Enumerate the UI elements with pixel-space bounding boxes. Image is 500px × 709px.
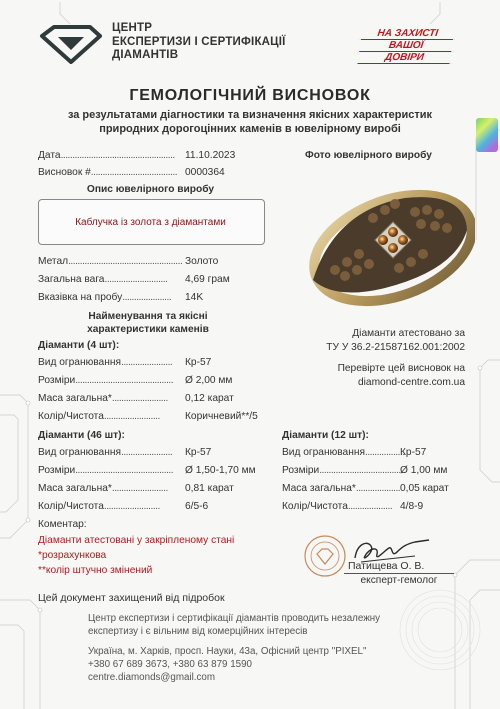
group1-size-value: Ø 2,00 мм: [185, 375, 233, 386]
number-row: Висновок #.....................................: [38, 167, 178, 178]
slogan-line1: НА ЗАХИСТІ: [361, 28, 455, 40]
group2-cut-label: Вид огранювання: [38, 447, 121, 458]
group1-color-value: Коричневий**/5: [185, 411, 258, 422]
group3-mass-label: Маса загальна*: [282, 483, 356, 494]
comment-line2: *розрахункова: [38, 550, 107, 561]
date-label: Дата: [38, 150, 61, 161]
metal-value: Золото: [185, 256, 219, 267]
group3-size-label: Розміри: [282, 465, 320, 476]
address: Україна, м. Харків, просп. Науки, 43а, Офісний центр "PIXEL": [88, 646, 367, 657]
phones: +380 67 689 3673, +380 63 879 1590: [88, 659, 252, 670]
group1-row: Маса загальна*........................: [38, 393, 168, 404]
group2-row: Вид огранювання......................: [38, 447, 173, 458]
slogan: [357, 28, 454, 64]
group1-mass-value: 0,12 карат: [185, 393, 234, 404]
group2-size-label: Розміри: [38, 465, 76, 476]
weight-value: 4,69 грам: [185, 274, 230, 285]
group2-color-label: Колір/Чистота: [38, 501, 104, 512]
metal-label: Метал: [38, 256, 69, 267]
weight-row: Загальна вага...........................: [38, 274, 168, 285]
number-label: Висновок #: [38, 167, 91, 178]
weight-label: Загальна вага: [38, 274, 105, 285]
group1-row: Розміри..........................................: [38, 375, 174, 386]
group2-row: Розміри..........................................: [38, 465, 174, 476]
group2-mass-label: Маса загальна*: [38, 483, 112, 494]
certified-line2: ТУ У 36.2-21587162.001:2002: [326, 342, 465, 353]
org-name-line2: ЕКСПЕРТИЗИ І СЕРТИФІКАЦІЇ: [112, 35, 286, 48]
group3-row: Маса загальна*...................: [282, 483, 401, 494]
group3-color-value: 4/8-9: [400, 501, 424, 512]
group1-cut-value: Кр-57: [185, 357, 212, 368]
number-value: 0000364: [185, 167, 225, 178]
group1-title: Діаманти (4 шт):: [38, 340, 120, 351]
verify-link[interactable]: diamond-centre.com.ua: [357, 377, 465, 388]
group3-row: Вид огранювання.................: [282, 447, 405, 458]
proba-label: Вказівка на пробу: [38, 292, 123, 303]
expert-name: Патищева О. В.: [348, 560, 425, 572]
group2-size-value: Ø 1,50-1,70 мм: [185, 465, 256, 476]
expert-role: експерт-гемолог: [344, 573, 454, 586]
subtitle-line2: природних дорогоцінних каменів в ювелірному виробі: [99, 123, 401, 135]
group3-color-label: Колір/Чистота: [282, 501, 348, 512]
group2-title: Діаманти (46 шт):: [38, 430, 125, 441]
comment-line1: Діаманти атестовані у закріпленому стані: [38, 535, 235, 546]
certified-line1: Діаманти атестовано за: [352, 328, 465, 339]
group2-row: Маса загальна*........................: [38, 483, 168, 494]
org-name-line3: ДІАМАНТІВ: [112, 49, 179, 61]
note-line2: експертизу і є вільним від комерційних інтересів: [88, 626, 308, 637]
stones-heading-line2: характеристики каменів: [87, 324, 209, 335]
group2-row: Колір/Чистота........................: [38, 501, 160, 512]
group1-cut-label: Вид огранювання: [38, 357, 121, 368]
stones-heading-line1: Найменування та якісні: [88, 311, 208, 322]
group3-cut-value: Кр-57: [400, 447, 427, 458]
group3-row: Колір/Чистота...................: [282, 501, 393, 512]
group2-color-value: 6/5-6: [185, 501, 209, 512]
group3-cut-label: Вид огранювання: [282, 447, 365, 458]
group2-cut-value: Кр-57: [185, 447, 212, 458]
group3-title: Діаманти (12 шт):: [282, 430, 369, 441]
metal-row: Метал.................................................: [38, 256, 183, 267]
proba-row: Вказівка на пробу.....................: [38, 292, 172, 303]
email-link[interactable]: centre.diamonds@gmail.com: [88, 672, 216, 683]
document-subtitle: [20, 108, 480, 136]
document-title: ГЕМОЛОГІЧНИЙ ВИСНОВОК: [129, 87, 371, 104]
proba-value: 14K: [185, 292, 204, 303]
independence-note: [88, 612, 380, 638]
note-line1: Центр експертизи і сертифікації діамантів проводить незалежну: [88, 613, 381, 624]
ring-photo: [295, 170, 475, 320]
comment-label: Коментар:: [38, 519, 87, 530]
comment-line3: **колір штучно змінений: [38, 565, 153, 576]
protected-notice: Цей документ захищений від підробок: [38, 592, 225, 604]
comment-text: [38, 533, 234, 578]
slogan-line2: ВАШОЇ: [359, 40, 453, 52]
description-text: Каблучка із золота з діамантами: [75, 217, 226, 228]
verify-line1: Перевірте цей висновок на: [337, 363, 465, 374]
group1-mass-label: Маса загальна*: [38, 393, 112, 404]
org-name: [112, 22, 286, 63]
certified-standard: [315, 327, 465, 355]
verify-info: [315, 362, 465, 390]
contacts: [88, 645, 366, 684]
group1-size-label: Розміри: [38, 375, 76, 386]
photo-label: Фото ювелірного виробу: [305, 150, 432, 161]
group1-row: Колір/Чистота........................: [38, 411, 160, 422]
group3-mass-value: 0,05 карат: [400, 483, 449, 494]
group1-color-label: Колір/Чистота: [38, 411, 104, 422]
center-logo-icon: [36, 24, 106, 64]
stones-heading: [38, 310, 258, 336]
date-row: Дата.................................................: [38, 150, 175, 161]
org-name-line1: ЦЕНТР: [112, 22, 153, 34]
slogan-line3: ДОВІРИ: [357, 52, 451, 64]
group2-mass-value: 0,81 карат: [185, 483, 234, 494]
subtitle-line1: за результатами діагностики та визначення якісних характеристик: [67, 109, 433, 121]
group3-row: Розміри....................................: [282, 465, 404, 476]
description-heading: Опис ювелірного виробу: [86, 184, 215, 195]
hologram-sticker: [476, 118, 498, 152]
group3-size-value: Ø 1,00 мм: [400, 465, 448, 476]
group1-row: Вид огранювання......................: [38, 357, 173, 368]
date-value: 11.10.2023: [185, 150, 236, 161]
